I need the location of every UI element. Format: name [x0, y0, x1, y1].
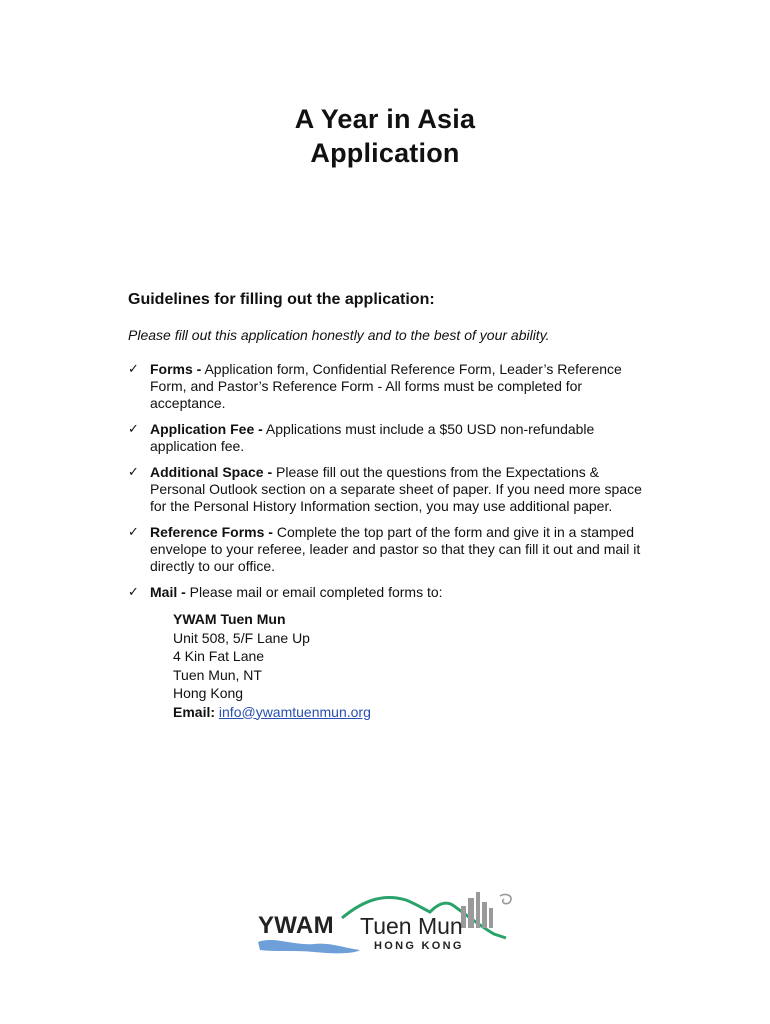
- guidelines-list: [128, 361, 648, 601]
- address-email: [173, 703, 648, 722]
- guidelines-intro: Please fill out this application honestly and to the best of your ability.: [128, 327, 550, 343]
- item-label: Application Fee -: [150, 421, 263, 437]
- address-line-2: 4 Kin Fat Lane: [173, 648, 265, 664]
- checkmark-icon: ✓: [128, 422, 139, 437]
- page-title: [0, 102, 770, 170]
- logo-ywam-text: YWAM: [258, 912, 334, 939]
- item-text: Application form, Confidential Reference Form, Leader’s Reference Form, and Pastor’s Reference Form - All forms must be completed for acceptance.: [150, 361, 622, 411]
- item-text: Please mail or email completed forms to:: [185, 584, 443, 600]
- logo-hong-kong-text: HONG KONG: [374, 940, 464, 952]
- title-line-1: A Year in Asia: [294, 104, 476, 134]
- checkmark-icon: ✓: [128, 585, 139, 600]
- item-label: Additional Space -: [150, 464, 273, 480]
- list-item-forms: [128, 361, 648, 412]
- email-label: Email:: [173, 703, 216, 720]
- email-link[interactable]: info@ywamtuenmun.org: [218, 703, 371, 720]
- swirl-icon: [500, 894, 511, 903]
- item-label: Forms -: [150, 361, 202, 377]
- item-text: Applications must include a $50 USD non-refundable application fee.: [150, 421, 595, 454]
- title-line-2: Application: [310, 138, 460, 168]
- guidelines-heading: Guidelines for filling out the application:: [128, 291, 435, 308]
- address-line-1: Unit 508, 5/F Lane Up: [173, 629, 310, 646]
- address-org: YWAM Tuen Mun: [173, 611, 286, 627]
- mailing-address: [173, 610, 648, 721]
- checkmark-icon: ✓: [128, 525, 139, 540]
- address-line-4: Hong Kong: [173, 685, 244, 701]
- item-text: Please fill out the questions from the Expectations & Personal Outlook section on a separate sheet of paper. If you need more space for the Personal History Information section, you may use additional paper.: [150, 464, 642, 514]
- ywam-logo: [254, 886, 524, 966]
- checkmark-icon: ✓: [128, 362, 139, 377]
- address-line-3: Tuen Mun, NT: [173, 666, 262, 683]
- list-item-application-fee: [128, 421, 648, 455]
- guidelines-section: [128, 290, 648, 721]
- skyline-icon: [461, 892, 493, 928]
- list-item-reference-forms: [128, 524, 648, 575]
- logo-tuen-mun-text: Tuen Mun: [360, 913, 463, 939]
- checkmark-icon: ✓: [128, 465, 139, 480]
- item-label: Reference Forms -: [150, 524, 273, 540]
- water-wave-icon: [258, 940, 360, 953]
- list-item-mail: [128, 584, 648, 601]
- item-label: Mail -: [150, 584, 186, 600]
- item-text: Complete the top part of the form and give it in a stamped envelope to your referee, leader and pastor so that they can fill it out and mail it directly to our office.: [150, 524, 641, 574]
- list-item-additional-space: [128, 464, 648, 515]
